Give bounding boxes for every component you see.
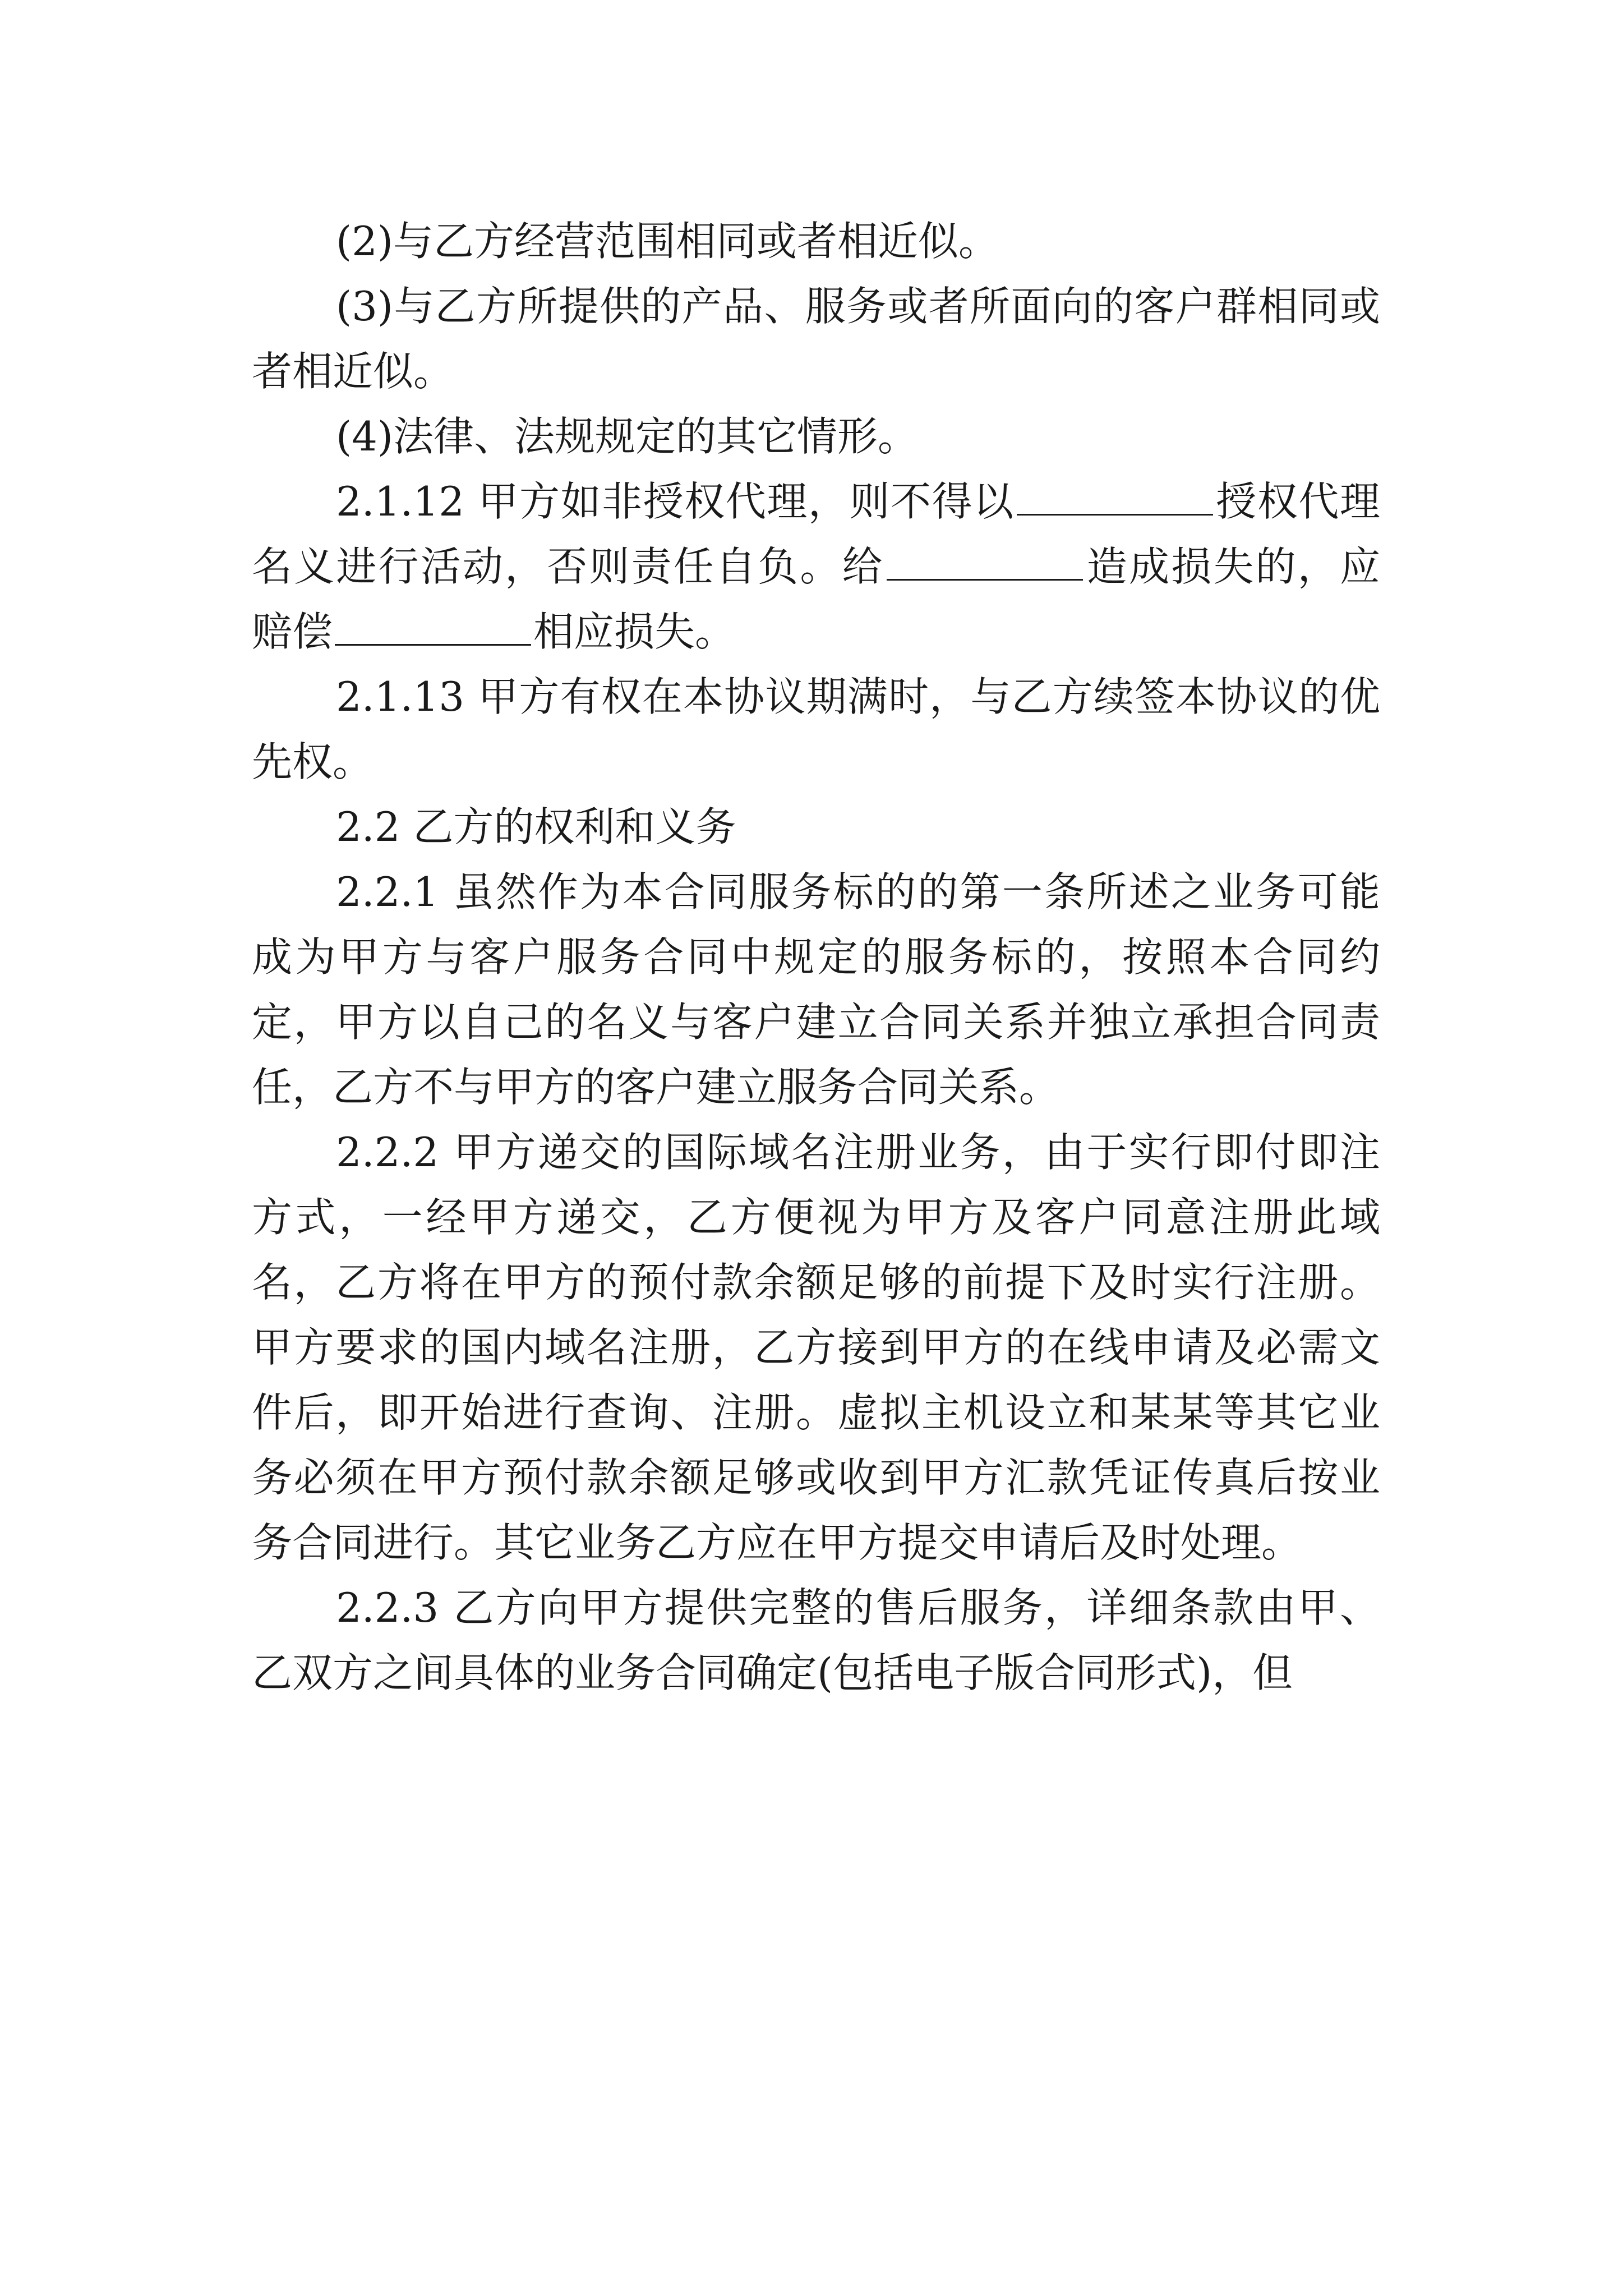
clause-2-1-12-part3: 造成损失的，应赔偿	[252, 543, 1380, 655]
clause-2-1-12-part4: 相应损失。	[533, 608, 736, 655]
clause-2-1-12-part2: 授权代理名义进行活动，否则责任自负。给	[252, 478, 1380, 590]
section-heading: 2.2 乙方的权利和义务	[336, 803, 736, 850]
clause-2-2-1: 2.2.1 虽然作为本合同服务标的的第一条所述之业务可能成为甲方与客户服务合同中规定的服务标的，按照本合同约定，甲方以自己的名义与客户建立合同关系并独立承担合同责任，乙方不与甲方的客户建立服务合同关系。	[252, 868, 1380, 1111]
paragraph-item-3: (3)与乙方所提供的产品、服务或者所面向的客户群相同或者相近似。	[252, 283, 1380, 395]
blank-line	[1017, 480, 1213, 516]
clause-2-1-12	[252, 469, 1380, 664]
clause-2-2-3: 2.2.3 乙方向甲方提供完整的售后服务，详细条款由甲、乙双方之间具体的业务合同确定(包括电子版合同形式)，但	[252, 1584, 1380, 1696]
blank-line	[335, 610, 531, 646]
clause-2-1-13: 2.1.13 甲方有权在本协议期满时，与乙方续签本协议的优先权。	[252, 673, 1380, 785]
document-page	[252, 209, 1380, 1705]
paragraph-item-2: (2)与乙方经营范围相同或者相近似。	[336, 218, 999, 265]
blank-line	[887, 545, 1083, 581]
paragraph-item-4: (4)法律、法规规定的其它情形。	[336, 413, 918, 460]
clause-2-1-12-part1: 2.1.12 甲方如非授权代理，则不得以	[336, 478, 1015, 525]
clause-2-2-2: 2.2.2 甲方递交的国际域名注册业务，由于实行即付即注方式，一经甲方递交，乙方便视为甲方及客户同意注册此域名，乙方将在甲方的预付款余额足够的前提下及时实行注册。甲方要求的国内域名注册，乙方接到甲方的在线申请及必需文件后，即开始进行查询、注册。虚拟主机设立和某某等其它业务必须在甲方预付款余额足够或收到甲方汇款凭证传真后按业务合同进行。其它业务乙方应在甲方提交申请后及时处理。	[252, 1129, 1380, 1566]
